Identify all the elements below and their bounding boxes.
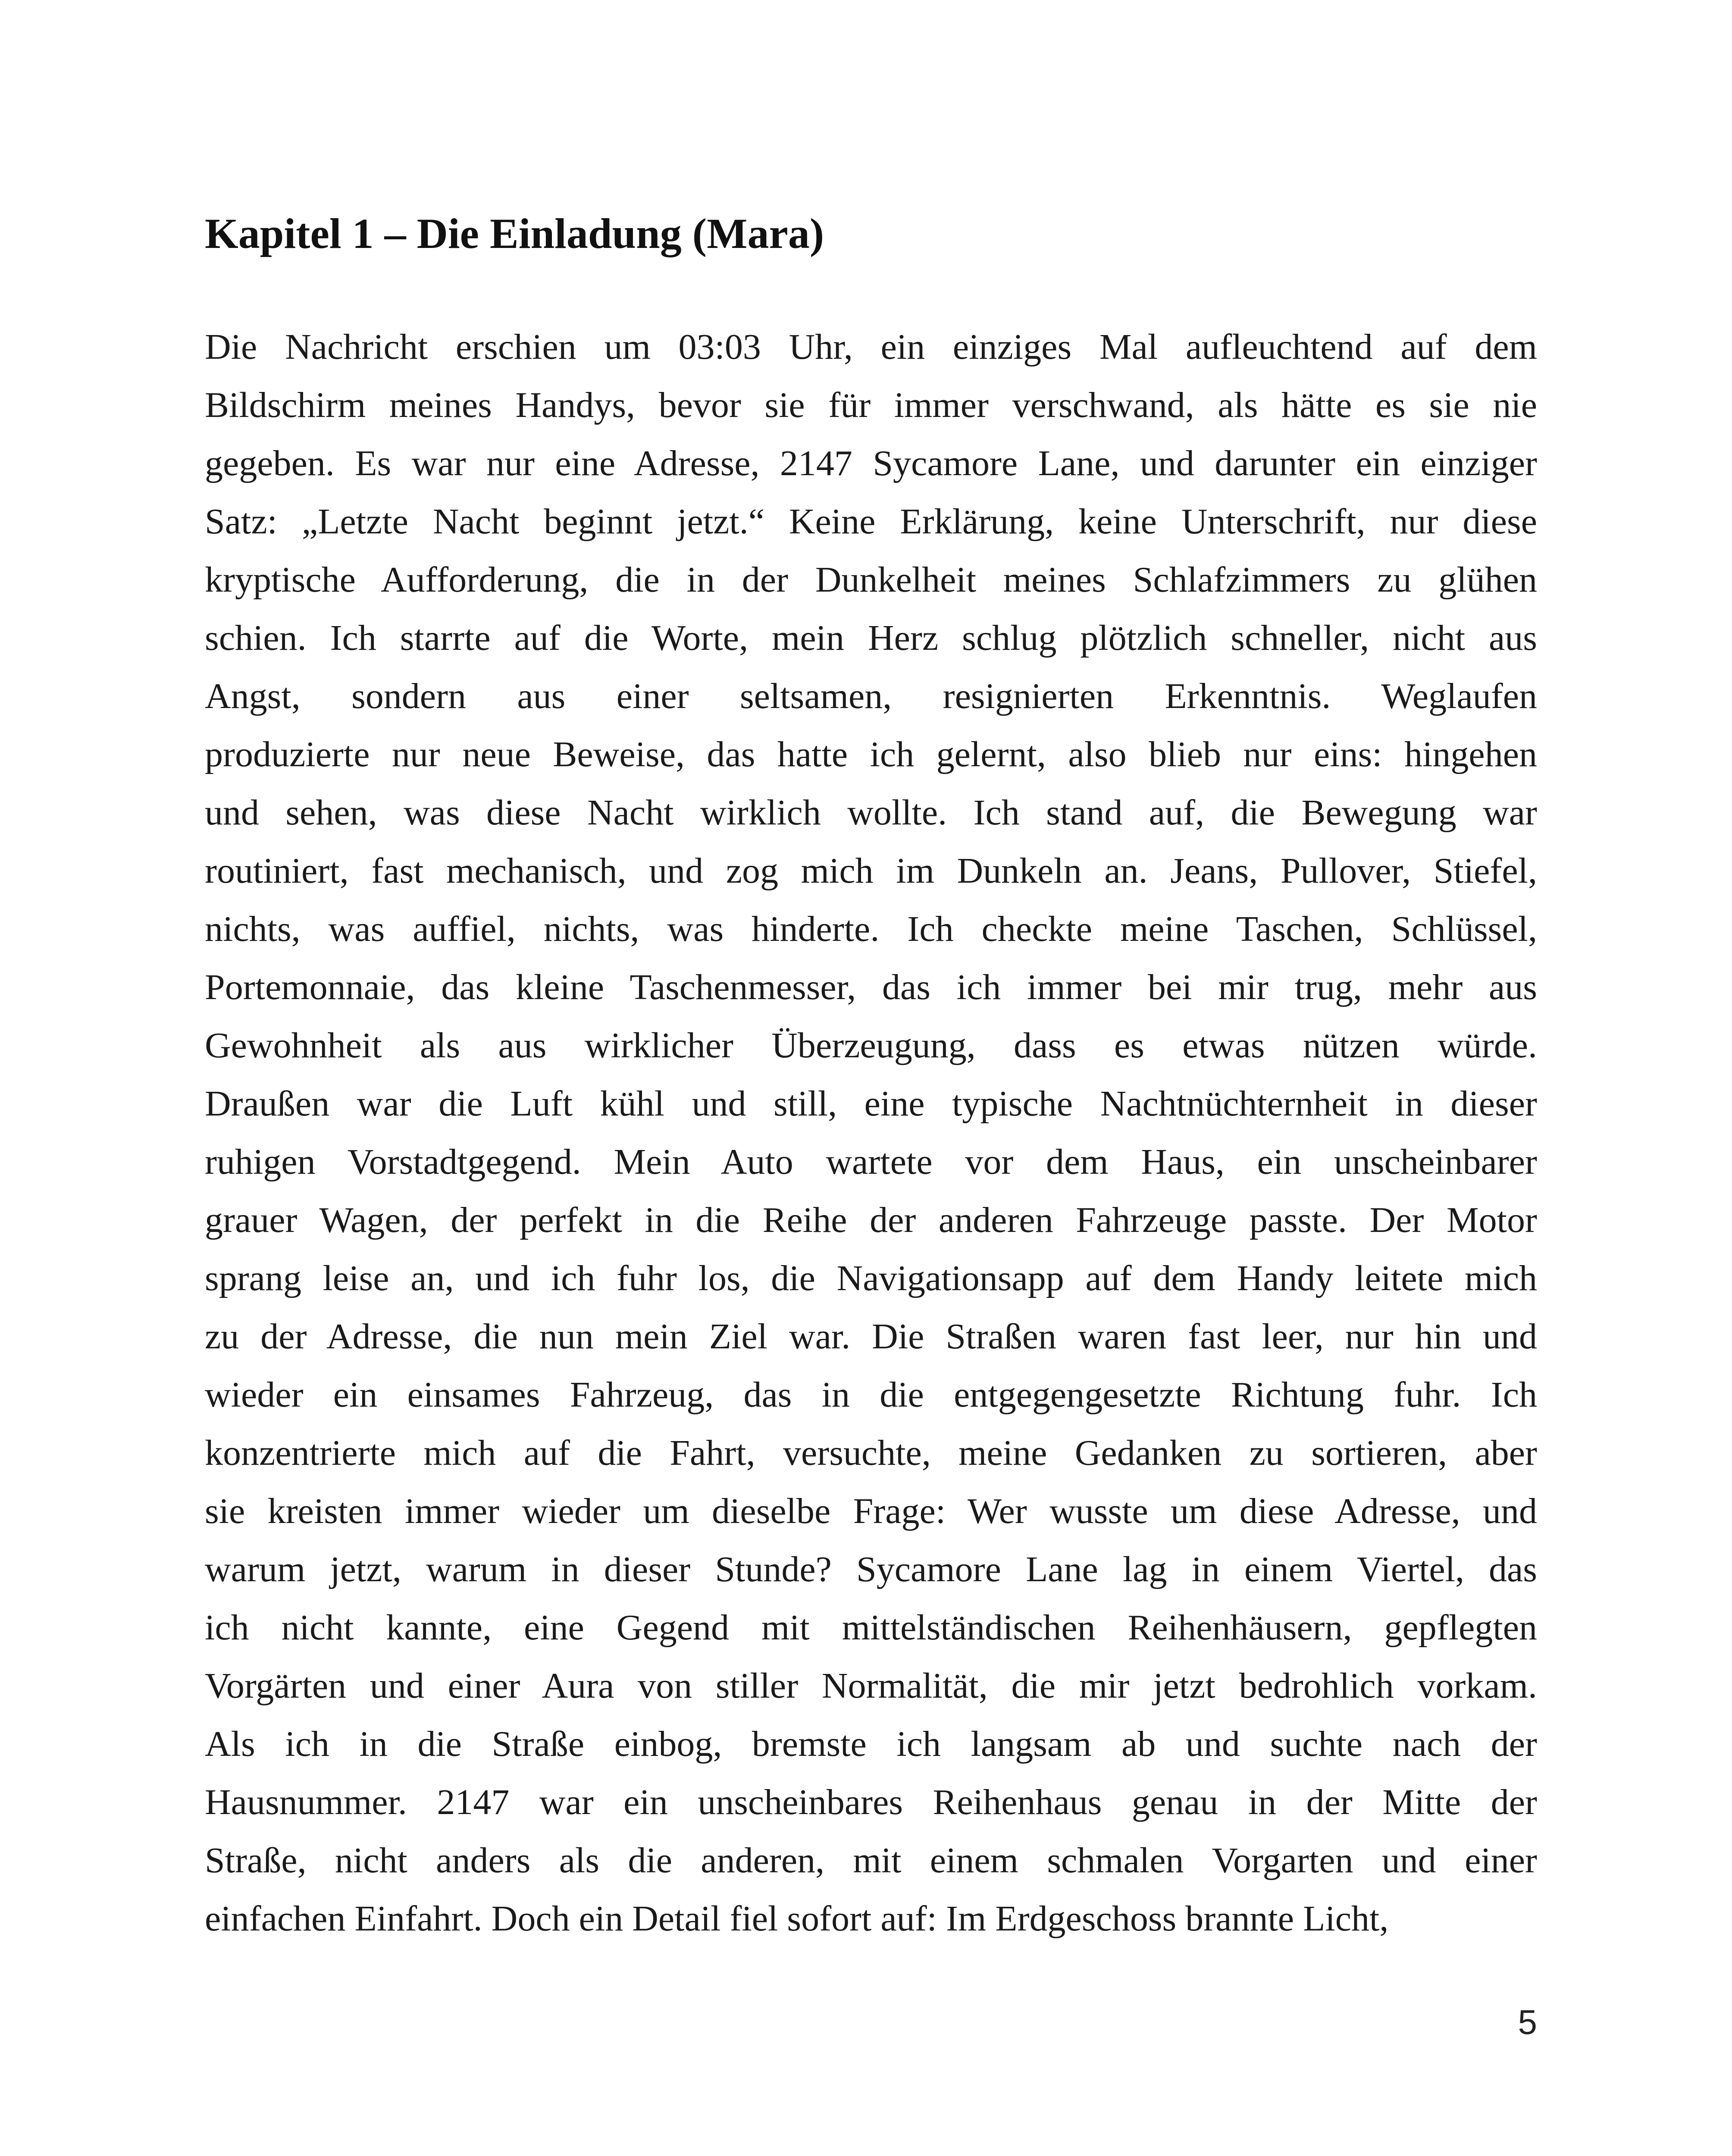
text-line: Bildschirm meines Handys, bevor sie für immer verschwand, als hätte es sie nie bbox=[205, 385, 1537, 425]
text-line: sie kreisten immer wieder um dieselbe Frage: Wer wusste um diese Adresse, und bbox=[205, 1491, 1537, 1531]
text-line: grauer Wagen, der perfekt in die Reihe der anderen Fahrzeuge passte. Der Motor bbox=[205, 1200, 1537, 1240]
text-line: Vorgärten und einer Aura von stiller Normalität, die mir jetzt bedrohlich vorkam. bbox=[205, 1666, 1537, 1706]
text-line: Angst, sondern aus einer seltsamen, resignierten Erkenntnis. Weglaufen bbox=[205, 676, 1537, 716]
text-line: Satz: „Letzte Nacht beginnt jetzt.“ Keine Erklärung, keine Unterschrift, nur diese bbox=[205, 501, 1537, 542]
text-line: produzierte nur neue Beweise, das hatte ich gelernt, also blieb nur eins: hingehen bbox=[205, 734, 1537, 774]
text-line: Draußen war die Luft kühl und still, eine typische Nachtnüchternheit in dieser bbox=[205, 1084, 1537, 1124]
text-line: Die Nachricht erschien um 03:03 Uhr, ein einziges Mal aufleuchtend auf dem bbox=[205, 327, 1537, 367]
text-line: Gewohnheit als aus wirklicher Überzeugung, dass es etwas nützen würde. bbox=[205, 1025, 1537, 1065]
text-line: kryptische Aufforderung, die in der Dunkelheit meines Schlafzimmers zu glühen bbox=[205, 560, 1537, 600]
text-line: Straße, nicht anders als die anderen, mit einem schmalen Vorgarten und einer bbox=[205, 1840, 1537, 1880]
text-line: Portemonnaie, das kleine Taschenmesser, das ich immer bei mir trug, mehr aus bbox=[205, 967, 1537, 1007]
text-line: Hausnummer. 2147 war ein unscheinbares Reihenhaus genau in der Mitte der bbox=[205, 1782, 1537, 1822]
text-line: schien. Ich starrte auf die Worte, mein Herz schlug plötzlich schneller, nicht aus bbox=[205, 618, 1537, 658]
text-line: konzentrierte mich auf die Fahrt, versuchte, meine Gedanken zu sortieren, aber bbox=[205, 1433, 1537, 1473]
chapter-title: Kapitel 1 – Die Einladung (Mara) bbox=[205, 210, 824, 257]
text-line: nichts, was auffiel, nichts, was hinderte. Ich checkte meine Taschen, Schlüssel, bbox=[205, 909, 1537, 949]
text-line: routiniert, fast mechanisch, und zog mich im Dunkeln an. Jeans, Pullover, Stiefel, bbox=[205, 851, 1537, 891]
text-line: sprang leise an, und ich fuhr los, die Navigationsapp auf dem Handy leitete mich bbox=[205, 1258, 1537, 1298]
text-line: warum jetzt, warum in dieser Stunde? Sycamore Lane lag in einem Viertel, das bbox=[205, 1549, 1537, 1589]
text-line: ich nicht kannte, eine Gegend mit mittelständischen Reihenhäusern, gepflegten bbox=[205, 1608, 1537, 1648]
text-line: wieder ein einsames Fahrzeug, das in die entgegengesetzte Richtung fuhr. Ich bbox=[205, 1375, 1537, 1415]
text-line: zu der Adresse, die nun mein Ziel war. Die Straßen waren fast leer, nur hin und bbox=[205, 1316, 1537, 1357]
text-line: gegeben. Es war nur eine Adresse, 2147 Sycamore Lane, und darunter ein einziger bbox=[205, 443, 1537, 483]
text-line: einfachen Einfahrt. Doch ein Detail fiel sofort auf: Im Erdgeschoss brannte Licht, bbox=[205, 1899, 1389, 1939]
text-line: ruhigen Vorstadtgegend. Mein Auto wartete vor dem Haus, ein unscheinbarer bbox=[205, 1142, 1537, 1182]
page-number: 5 bbox=[1518, 2003, 1537, 2041]
body-paragraph bbox=[205, 318, 1537, 1948]
text-line: Als ich in die Straße einbog, bremste ich langsam ab und suchte nach der bbox=[205, 1724, 1537, 1764]
text-line: und sehen, was diese Nacht wirklich wollte. Ich stand auf, die Bewegung war bbox=[205, 793, 1537, 833]
